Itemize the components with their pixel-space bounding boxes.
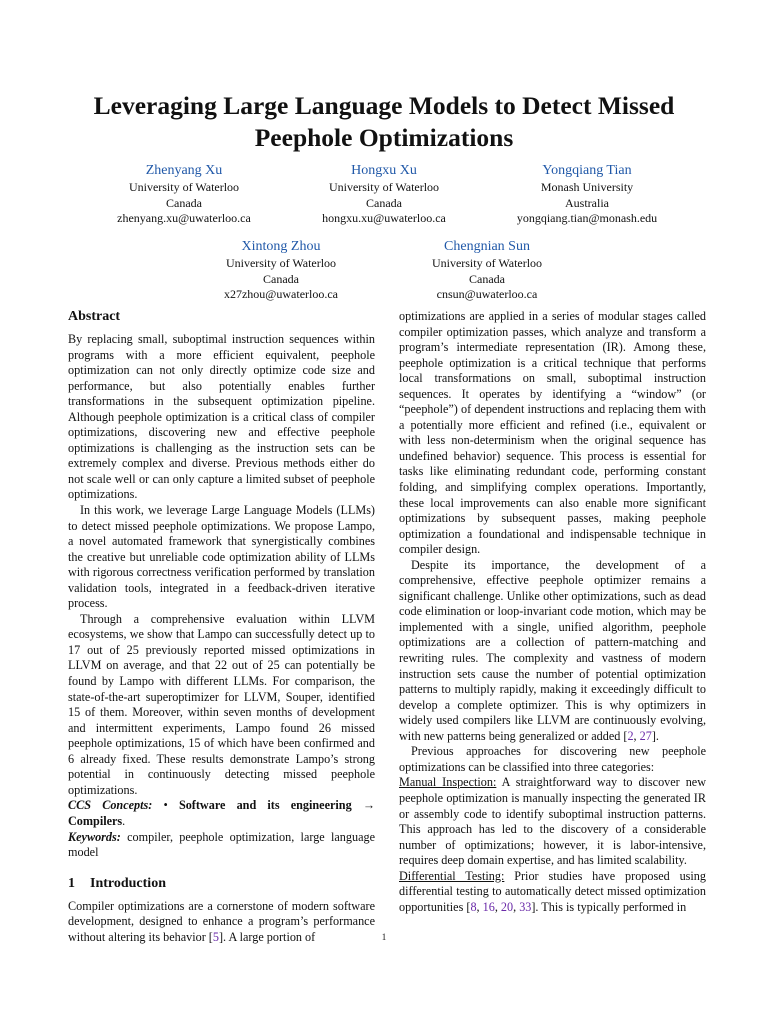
citation-separator: , xyxy=(633,728,640,743)
citation-link[interactable]: 33 xyxy=(519,899,532,914)
section-title: Introduction xyxy=(90,875,166,891)
author-affiliation: University of Waterloo xyxy=(328,180,440,194)
keywords xyxy=(68,830,375,861)
keywords-text: compiler, peephole optimization, large language model xyxy=(68,829,375,860)
author-name: Chengnian Sun xyxy=(444,239,530,254)
author-block xyxy=(467,162,707,227)
citation-link[interactable]: 5 xyxy=(212,929,219,944)
citation-separator: , xyxy=(476,899,483,914)
body-text: Despite its importance, the development of a comprehensive, effective peephole optimizer remains a significant challenge. Unlike other optimizations, such as dead code elimination or loop-invariant code motion, which may be implemented with a single, unified algorithm, peephole optimizations are a collection of pattern-matching and rewriting rules. The complexity and vastness of modern instruction sets cause the number of potential optimization patterns to multiply rapidly, making it exceedingly difficult to develop a complete optimizer. This is why optimizers in widely used compilers like LLVM are continuously evolving, with new patterns being generalized or added [ xyxy=(399,557,706,743)
intro-text: Compiler optimizations are a cornerstone of modern software development, designed to enhance a program’s performance without altering its behavior [ xyxy=(68,898,375,944)
author-country: Canada xyxy=(366,195,402,210)
body-paragraph: Previous approaches for discovering new peephole optimizations can be classified into three categories: xyxy=(399,744,706,774)
intro-text: ]. A large portion of xyxy=(218,929,316,944)
author-affiliation: University of Waterloo xyxy=(431,256,543,270)
body-text: ]. This is typically performed in xyxy=(531,899,687,914)
keywords-label: Keywords: xyxy=(68,829,121,844)
author-name: Zhenyang Xu xyxy=(145,163,223,178)
body-paragraph xyxy=(399,869,706,916)
author-block xyxy=(161,238,401,303)
author-block xyxy=(367,238,607,303)
body-paragraph: optimizations are applied in a series of modular stages called compiler optimization passes, which analyze and transform a program’s intermediate representation (IR). Among these, peephole optimization is a critical technique that performs local transformations on small, suboptimal instruction sequences. It operates by identifying a “window” (or “peephole”) of dependent instructions and replacing them with a potentially more efficient and refined (i.e., equivalent or with less non-determinism when the original sequence has undefined behavior) sequence. This process is essential for tasks like eliminating redundant code, performing constant folding, and simplifying complex operations. Importantly, these local improvements can also enable more significant optimizations by subsequent passes, making peephole optimization a foundational and indispensable technique in compiler design. xyxy=(399,309,706,557)
body-text: ]. xyxy=(651,728,659,743)
ccs-label: CCS Concepts: xyxy=(68,798,153,813)
author-affiliation: University of Waterloo xyxy=(128,180,240,194)
author-country: Australia xyxy=(565,195,609,210)
title-line-2: Peephole Optimizations xyxy=(254,123,514,152)
author-email: zhenyang.xu@uwaterloo.ca xyxy=(117,211,251,226)
citation-link[interactable]: 20 xyxy=(500,899,514,914)
section-number: 1 xyxy=(68,875,75,891)
author-affiliation: Monash University xyxy=(540,180,634,194)
differential-testing-label: Differential Testing: xyxy=(399,868,505,883)
citation-separator: , xyxy=(494,899,501,914)
ccs-concepts xyxy=(68,798,375,829)
author-name: Xintong Zhou xyxy=(241,239,321,254)
author-email: x27zhou@uwaterloo.ca xyxy=(223,287,338,302)
abstract-paragraph: In this work, we leverage Large Language Models (LLMs) to detect missed peephole optimizations. We propose Lampo, a novel automated framework that synergistically combines the creative but unreliable code optimization ability of LLMs with rigorous correctness verification performed by translation validation tools, integrated in a feedback-driven iterative process. xyxy=(68,503,375,611)
citation-link[interactable]: 16 xyxy=(482,899,495,914)
ccs-text: Software and its engineering → Compilers xyxy=(68,798,376,828)
citation-separator: , xyxy=(513,899,520,914)
author-email: hongxu.xu@uwaterloo.ca xyxy=(322,211,446,226)
paper-title xyxy=(40,90,728,154)
ccs-end: . xyxy=(122,813,126,828)
author-affiliation: University of Waterloo xyxy=(225,256,337,270)
section-heading-introduction xyxy=(68,875,375,893)
citation-link[interactable]: 8 xyxy=(470,899,477,914)
citation-link[interactable]: 27 xyxy=(639,728,652,743)
body-paragraph xyxy=(399,775,706,868)
author-country: Canada xyxy=(263,271,299,286)
author-country: Canada xyxy=(166,195,202,210)
body-text: Prior studies have proposed using differential testing to automatically detect missed optimization opportunities [ xyxy=(399,868,706,914)
author-email: cnsun@uwaterloo.ca xyxy=(436,287,538,302)
page-number: 1 xyxy=(381,932,387,942)
abstract-heading: Abstract xyxy=(68,309,121,324)
author-email: yongqiang.tian@monash.edu xyxy=(516,211,658,226)
author-country: Canada xyxy=(469,271,505,286)
title-line-1: Leveraging Large Language Models to Detect Missed xyxy=(93,91,675,120)
right-column xyxy=(399,309,706,915)
abstract-paragraph: By replacing small, suboptimal instruction sequences within programs with a more efficient equivalent, peephole optimization can not only directly optimize code size and performance, but also potentially enables further transformations in the subsequent optimization pipeline. Although peephole optimization is a critical class of compiler optimizations, discovering new and effective peephole optimizations is challenging as the instruction sets can be extremely complex and diverse. Previous methods either do not scale well or can only capture a limited subset of peephole optimizations. xyxy=(68,332,375,502)
citation-link[interactable]: 2 xyxy=(627,728,634,743)
body-paragraph xyxy=(399,558,706,745)
abstract-paragraph: Through a comprehensive evaluation within LLVM ecosystems, we show that Lampo can successfully detect up to 17 out of 25 previously reported missed optimizations in LLVM on average, and that 22 out of 25 can potentially be found by Lampo with different LLMs. For comparison, the state-of-the-art superoptimizer for LLVM, Souper, identified 15 of them. Moreover, within seven months of development and intermittent experiments, Lampo found 26 missed peephole optimizations, 15 of which have been confirmed and 6 already fixed. These results demonstrate Lampo’s strong potential in continuously detecting missed peephole optimizations. xyxy=(68,611,375,797)
author-name: Yongqiang Tian xyxy=(542,163,632,178)
body-text: A straightforward way to discover new peephole optimization is manually inspecting the generated IR or assembly code to identify suboptimal instruction patterns. This approach has led to the discovery of a considerable number of optimizations; however, it is labor-intensive, requires deep domain expertise, and has limited scalability. xyxy=(399,775,706,868)
manual-inspection-label: Manual Inspection: xyxy=(399,775,497,790)
left-column xyxy=(68,308,375,945)
author-name: Hongxu Xu xyxy=(351,163,417,178)
ccs-bullet: • xyxy=(163,798,168,813)
